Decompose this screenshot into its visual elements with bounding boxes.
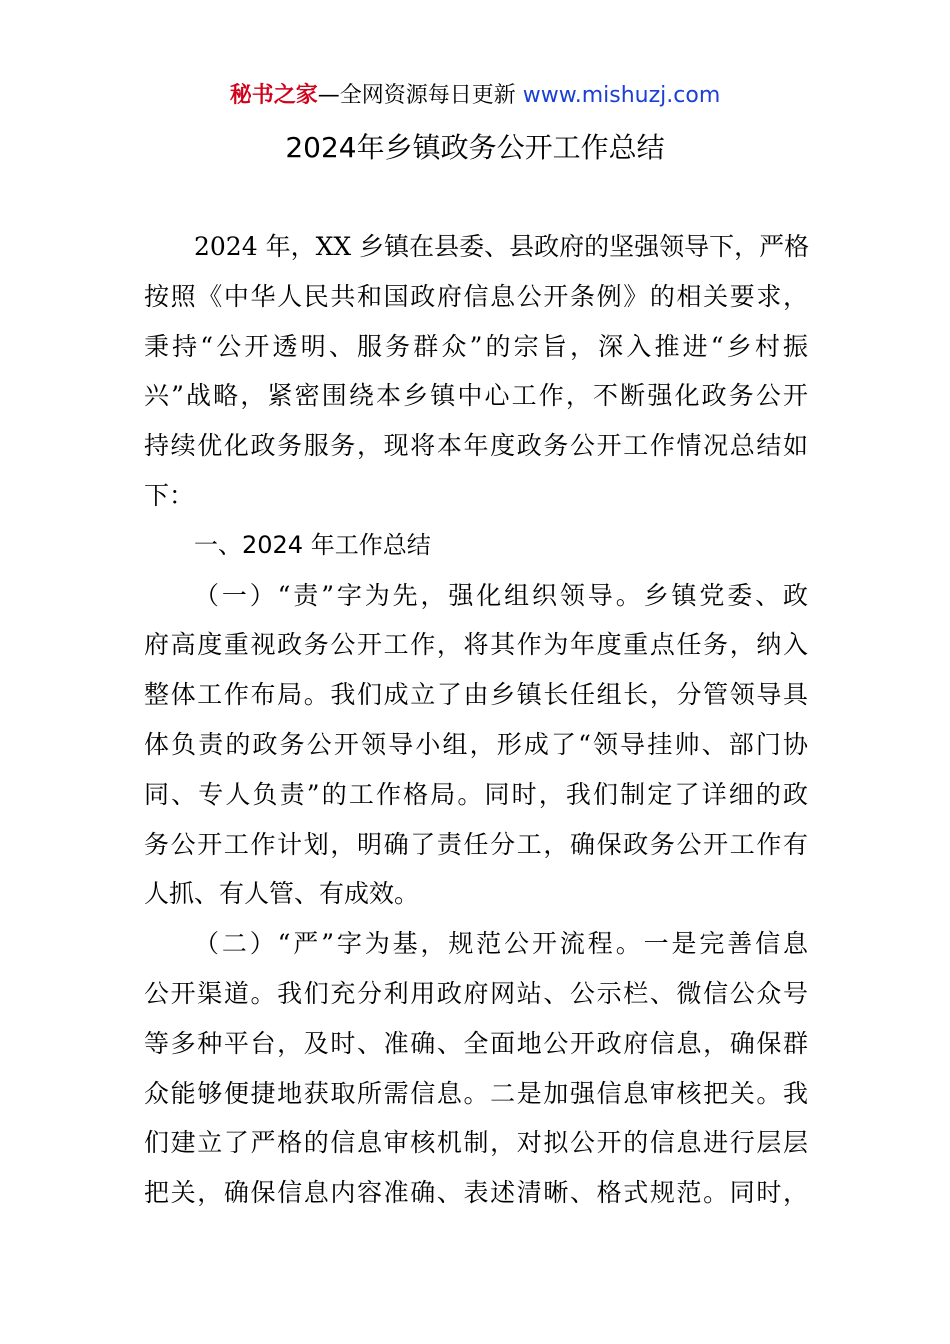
text-line: 兴”战略，紧密围绕本乡镇中心工作，不断强化政务公开 (144, 381, 808, 411)
text-line: 府高度重视政务公开工作，将其作为年度重点任务，纳入 (144, 630, 808, 660)
text-line: 秉持“公开透明、服务群众”的宗旨，深入推进“乡村振 (144, 331, 808, 361)
text-line: 2024 年，XX 乡镇在县委、县政府的坚强领导下，严格 (194, 232, 810, 261)
text-line: 等多种平台，及时、准确、全面地公开政府信息，确保群 (144, 1028, 808, 1058)
text-line: 把关，确保信息内容准确、表述清晰、格式规范。同时， (144, 1178, 808, 1208)
site-banner (0, 80, 950, 112)
site-url-link[interactable]: www.mishuzj.com (522, 83, 721, 108)
text-line: 人抓、有人管、有成效。 (144, 879, 420, 909)
section-heading: 一、2024 年工作总结 (194, 530, 431, 559)
text-line: 体负责的政务公开领导小组，形成了“领导挂帅、部门协 (144, 729, 808, 759)
text-line: 持续优化政务服务，现将本年度政务公开工作情况总结如 (144, 431, 808, 461)
document-body (144, 222, 808, 1218)
text-line: 务公开工作计划，明确了责任分工，确保政务公开工作有 (144, 829, 808, 859)
site-brand: 秘书之家 (229, 83, 318, 108)
text-line: 整体工作布局。我们成立了由乡镇长任组长，分管领导具 (144, 680, 808, 710)
text-line: 同、专人负责”的工作格局。同时，我们制定了详细的政 (144, 779, 808, 809)
text-line: 按照《中华人民共和国政府信息公开条例》的相关要求， (144, 281, 808, 311)
text-line: 们建立了严格的信息审核机制，对拟公开的信息进行层层 (144, 1128, 808, 1158)
text-line: （一）“责”字为先，强化组织领导。乡镇党委、政 (194, 580, 808, 610)
text-line: （二）“严”字为基，规范公开流程。一是完善信息 (194, 929, 808, 959)
site-tagline: —全网资源每日更新 (317, 83, 523, 108)
document-title: 2024年乡镇政务公开工作总结 (285, 131, 665, 164)
text-line: 下： (144, 480, 195, 510)
text-line: 众能够便捷地获取所需信息。二是加强信息审核把关。我 (144, 1078, 808, 1108)
text-line: 公开渠道。我们充分利用政府网站、公示栏、微信公众号 (144, 978, 808, 1008)
